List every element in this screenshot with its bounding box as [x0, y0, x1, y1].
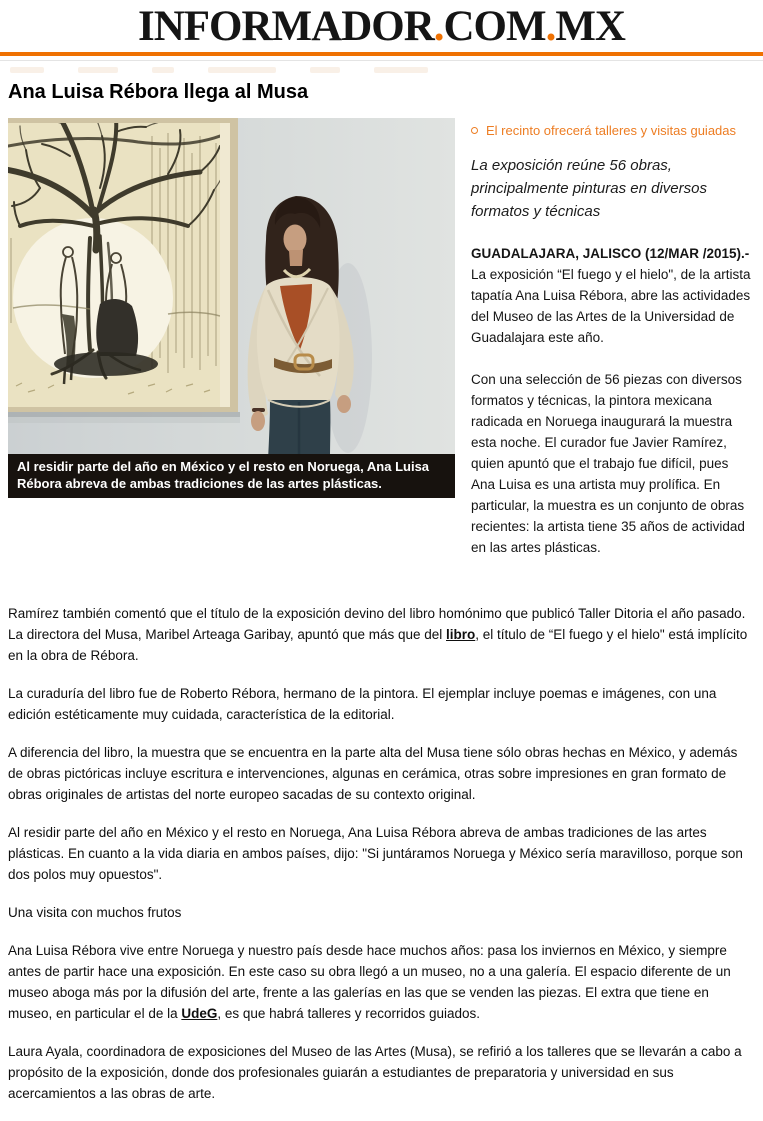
logo-com: COM	[443, 3, 546, 50]
faded-nav-item	[78, 67, 118, 73]
related-link-label: El recinto ofrecerá talleres y visitas guiadas	[486, 123, 737, 138]
inline-link-udeg[interactable]: UdeG	[181, 1006, 218, 1021]
bullet-circle-icon	[471, 127, 478, 134]
article-deck: La exposición reúne 56 obras, principalmente pinturas en diversos formatos y técnicas	[471, 157, 707, 220]
faded-nav-item	[374, 67, 428, 73]
article-top-row	[8, 118, 755, 579]
logo-dot-icon: .	[545, 3, 556, 50]
dateline: GUADALAJARA, JALISCO (12/MAR /2015).-	[471, 246, 750, 261]
faded-nav-item	[10, 67, 44, 73]
sidebar-paragraph: Con una selección de 56 piezas con diversos formatos y técnicas, la pintora mexicana radicada en Noruega inaugurará la muestra esta noche. El curador fue Javier Ramírez, quien apuntó que el trabajo fue difícil, pues Ana Luisa es una artista muy prolífica. En particular, la muestra es un conjunto de obras recientes: la artista tiene 35 años de actividad en las artes plásticas.	[471, 372, 745, 555]
logo-name: INFORMADOR	[138, 3, 434, 50]
body-paragraph: Ramírez también comentó que el título de la exposición devino del libro homónimo que publicó Taller Ditoria el año pasado. La directora del Musa, Maribel Arteaga Garibay, apuntó que más que del libro, el título de “El fuego y el hielo" está implícito en la obra de Rébora.	[8, 606, 748, 663]
site-logo[interactable]	[138, 3, 625, 50]
gallery-photo-illustration	[8, 118, 455, 498]
article-sidebar	[471, 118, 755, 579]
faded-nav-item	[310, 67, 340, 73]
logo-mx: MX	[555, 3, 625, 50]
faded-nav-item	[208, 67, 276, 73]
faded-nav	[10, 64, 753, 75]
body-paragraph: Laura Ayala, coordinadora de exposiciones del Museo de las Artes (Musa), se refirió a los talleres que se llevarán a cabo a propósito de la exposición, donde dos profesionales guiarán a estudiantes de preparatoria y universidad en sus acercamientos a las obras de arte.	[8, 1044, 742, 1101]
article-body	[8, 603, 755, 1104]
logo-dot-icon: .	[433, 3, 444, 50]
article-photo	[8, 118, 455, 498]
site-header	[0, 0, 763, 52]
page-title: Ana Luisa Rébora llega al Musa	[8, 81, 309, 103]
inline-link-libro[interactable]: libro	[446, 627, 476, 642]
related-link[interactable]	[471, 123, 755, 139]
body-paragraph: La curaduría del libro fue de Roberto Rébora, hermano de la pintora. El ejemplar incluye poemas e imágenes, con una edición estéticamente muy cuidada, característica de la editorial.	[8, 686, 717, 722]
orange-divider	[0, 52, 763, 56]
body-subhead: Una visita con muchos frutos	[8, 905, 182, 920]
body-paragraph: Al residir parte del año en México y el resto en Noruega, Ana Luisa Rébora abreva de ambas tradiciones de las artes plásticas. En cuanto a la vida diaria en ambos países, dijo: "Si juntáramos Noruega y México sería maravilloso, porque son dos polos muy opuestos".	[8, 825, 743, 882]
body-paragraph: Ana Luisa Rébora vive entre Noruega y nuestro país desde hace muchos años: pasa los inviernos en México, y siempre antes de partir hace una exposición. En este caso su obra llegó a un museo, no a una galería. El espacio diferente de un museo aboga más por la difusión del arte, frente a las galerías en las que se venden las piezas. El extra que tiene en museo, en particular el de la UdeG, es que habrá talleres y recorridos guiados.	[8, 943, 731, 1021]
gray-divider	[0, 60, 763, 61]
sidebar-paragraph: GUADALAJARA, JALISCO (12/MAR /2015).- La exposición “El fuego y el hielo", de la artista tapatía Ana Luisa Rébora, abre las actividades del Museo de las Artes de la Universidad de Guadalajara este año.	[471, 246, 751, 345]
faded-nav-item	[152, 67, 174, 73]
photo-caption: Al residir parte del año en México y el resto en Noruega, Ana Luisa Rébora abreva de ambas tradiciones de las artes plásticas.	[8, 454, 455, 498]
body-paragraph: A diferencia del libro, la muestra que se encuentra en la parte alta del Musa tiene sólo obras hechas en México, y además de obras pictóricas incluye escritura e intervenciones, algunas en cerámica, otras sobre impresiones en gran formato de obras originales de artistas del norte europeo sacadas de su contexto original.	[8, 745, 738, 802]
